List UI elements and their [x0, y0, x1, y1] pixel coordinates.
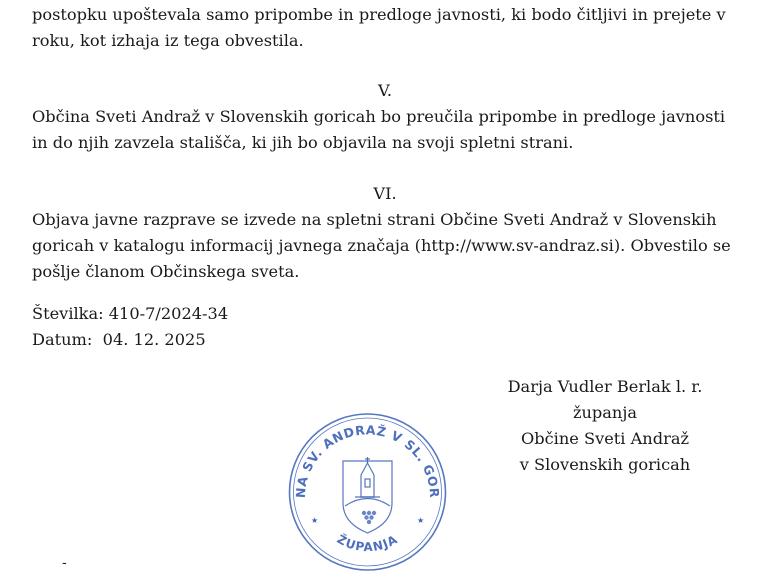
- signatory-org-line-2: v Slovenskih goricah: [519, 455, 691, 474]
- text-line: goricah v katalogu informacij javnega značaja (http://www.sv-andraz.si). Obvestilo se: [32, 236, 731, 255]
- svg-text:★: ★: [417, 516, 425, 525]
- text-line: roku, kot izhaja iz tega obvestila.: [32, 31, 304, 50]
- signatory-org-line-1: Občine Sveti Andraž: [520, 429, 690, 448]
- document-date: Datum: 04. 12. 2025: [32, 330, 206, 349]
- stamp-seal-icon: [285, 411, 450, 573]
- signatory-name: Darja Vudler Berlak l. r.: [507, 377, 703, 396]
- section-heading-vi: VI.: [373, 184, 397, 203]
- section-heading-v: V.: [377, 81, 392, 100]
- svg-text:ŽUPANJA: [335, 531, 401, 554]
- signatory-title: županja: [572, 403, 638, 422]
- text-line: postopku upoštevala samo pripombe in predloge javnosti, ki bodo čitljivi in prejete v: [32, 5, 726, 24]
- document-number: Številka: 410-7/2024-34: [32, 304, 229, 323]
- svg-text:★: ★: [311, 516, 319, 525]
- signature-block: [470, 374, 740, 478]
- stamp-ring-text: NA SV. ANDRAŽ V SL. GOR: [292, 422, 443, 499]
- footer-mark: -: [62, 555, 67, 571]
- paragraph-continuation: [32, 2, 742, 54]
- stamp-bottom-text: ŽUPANJA: [334, 531, 401, 555]
- section-vi-paragraph: [32, 207, 742, 285]
- text-line: Objava javne razprave se izvede na spletni strani Občine Sveti Andraž v Slovenskih: [32, 210, 717, 229]
- section-v-paragraph: [32, 104, 742, 156]
- official-stamp: [285, 411, 450, 573]
- text-line: Občina Sveti Andraž v Slovenskih goricah bo preučila pripombe in predloge javnosti: [32, 107, 726, 126]
- text-line: in do njih zavzela stališča, ki jih bo objavila na svoji spletni strani.: [32, 133, 574, 152]
- text-line: pošlje članom Občinskega sveta.: [32, 262, 300, 281]
- svg-text:OBČINA SV. ANDRAŽ V SL. GORICA: [285, 411, 442, 498]
